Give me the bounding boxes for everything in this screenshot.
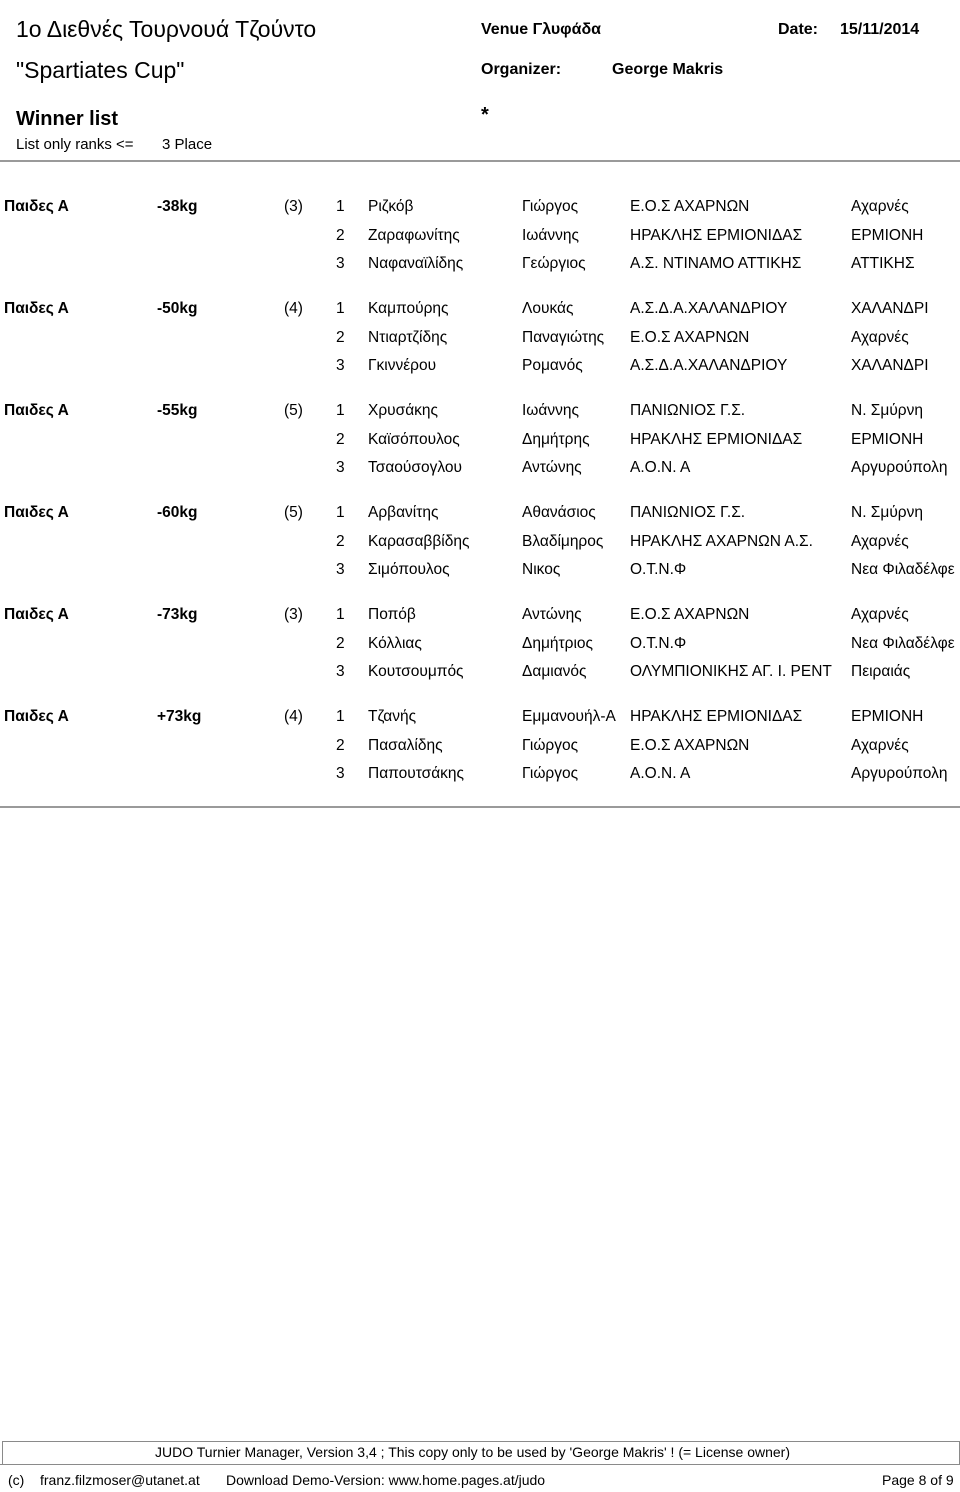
athlete-club: ΠΑΝΙΩΝΙΟΣ Γ.Σ. xyxy=(630,504,746,521)
athlete-surname: Πασαλίδης xyxy=(368,736,443,754)
athlete-city: Αργυρούπολη xyxy=(851,765,948,782)
participant-count: (5) xyxy=(284,504,303,521)
athlete-city: Πειραιάς xyxy=(851,663,911,680)
rank: 1 xyxy=(336,198,345,215)
result-row xyxy=(0,561,960,589)
venue xyxy=(481,21,601,39)
athlete-firstname: Παναγιώτης xyxy=(522,328,605,346)
athlete-surname: Κόλλιας xyxy=(368,634,422,652)
athlete-surname: Ζαραφωνίτης xyxy=(368,226,460,244)
results-divider xyxy=(0,806,960,808)
footer-divider xyxy=(0,1464,960,1465)
athlete-city: Αχαρνές xyxy=(851,328,909,346)
athlete-surname: Ναφαναϊλίδης xyxy=(368,255,464,272)
result-row xyxy=(0,431,960,459)
athlete-club: Ο.Τ.Ν.Φ xyxy=(630,561,687,578)
athlete-city: ΕΡΜΙΟΝΗ xyxy=(851,708,924,725)
header-divider xyxy=(0,160,960,162)
page-indicator xyxy=(882,1472,954,1488)
date-value: 15/11/2014 xyxy=(840,21,920,38)
rank: 2 xyxy=(336,226,345,244)
weight-class: -73kg xyxy=(157,606,198,623)
athlete-city: Αχαρνές xyxy=(851,198,909,215)
category: Παιδες Α xyxy=(4,606,69,623)
winner-list-heading: Winner list xyxy=(16,108,119,130)
athlete-surname: Ντιαρτζίδης xyxy=(368,328,448,346)
athlete-club: ΟΛΥΜΠΙΟΝΙΚΗΣ ΑΓ. Ι. ΡΕΝΤ xyxy=(630,663,832,680)
athlete-city: ΕΡΜΙΟΝΗ xyxy=(851,430,924,448)
athlete-city: Αχαρνές xyxy=(851,606,909,623)
weight-class: -50kg xyxy=(157,300,198,317)
result-row xyxy=(0,300,960,328)
license-text: JUDO Turnier Manager, Version 3,4 ; This copy only to be used by 'George Makris' ! (= License owner) xyxy=(155,1444,790,1460)
result-row xyxy=(0,459,960,487)
rank: 3 xyxy=(336,663,345,680)
rank: 3 xyxy=(336,357,345,374)
athlete-firstname: Βλαδίμηρος xyxy=(522,532,604,550)
athlete-club: Α.Σ.Δ.Α.ΧΑΛΑΝΔΡΙΟΥ xyxy=(630,357,788,374)
page-total: 9 xyxy=(945,1472,954,1488)
athlete-surname: Καϊσόπουλος xyxy=(368,430,460,448)
date-label: Date: xyxy=(778,21,819,38)
athlete-club: Ε.Ο.Σ ΑΧΑΡΝΩΝ xyxy=(630,198,750,215)
athlete-city: Ν. Σμύρνη xyxy=(851,402,923,419)
weight-class: -38kg xyxy=(157,198,198,215)
athlete-surname: Γκιννέρου xyxy=(368,357,437,374)
asterisk: * xyxy=(481,104,489,126)
category: Παιδες Α xyxy=(4,504,69,521)
athlete-surname: Σιμόπουλος xyxy=(368,561,450,578)
rank: 1 xyxy=(336,300,345,317)
athlete-city: ΑΤΤΙΚΗΣ xyxy=(851,255,915,272)
athlete-city: Αχαρνές xyxy=(851,736,909,754)
result-row xyxy=(0,663,960,691)
participant-count: (5) xyxy=(284,402,303,419)
athlete-firstname: Ρομανός xyxy=(522,357,583,374)
rank: 1 xyxy=(336,402,345,419)
category: Παιδες Α xyxy=(4,402,69,419)
athlete-firstname: Λουκάς xyxy=(522,300,574,317)
athlete-club: Α.Ο.Ν. Α xyxy=(630,459,691,476)
athlete-club: Α.Ο.Ν. Α xyxy=(630,765,691,782)
rank: 2 xyxy=(336,532,345,550)
download-link: Download Demo-Version: www.home.pages.at/judo xyxy=(226,1472,546,1488)
rank: 1 xyxy=(336,606,345,623)
athlete-firstname: Γιώργος xyxy=(522,198,579,215)
athlete-club: Ε.Ο.Σ ΑΧΑΡΝΩΝ xyxy=(630,606,750,623)
athlete-firstname: Ιωάννης xyxy=(522,402,579,419)
place-number: 3 xyxy=(162,136,171,153)
athlete-firstname: Ιωάννης xyxy=(522,226,579,244)
athlete-firstname: Αθανάσιος xyxy=(522,504,596,521)
athlete-surname: Καρασαββίδης xyxy=(368,532,470,550)
rank: 3 xyxy=(336,561,345,578)
athlete-firstname: Δημήτριος xyxy=(522,634,593,652)
venue-value: Γλυφάδα xyxy=(532,21,601,38)
result-row xyxy=(0,533,960,561)
athlete-club: Ο.Τ.Ν.Φ xyxy=(630,634,687,652)
result-row xyxy=(0,708,960,736)
athlete-firstname: Αντώνης xyxy=(522,606,582,623)
result-row xyxy=(0,402,960,430)
result-row xyxy=(0,255,960,283)
rank: 3 xyxy=(336,765,345,782)
athlete-surname: Χρυσάκης xyxy=(368,402,438,419)
athlete-club: ΗΡΑΚΛΗΣ ΕΡΜΙΟΝΙΔΑΣ xyxy=(630,226,803,244)
result-row xyxy=(0,765,960,793)
athlete-surname: Αρβανίτης xyxy=(368,504,439,521)
place-filter xyxy=(162,136,212,153)
rank: 2 xyxy=(336,736,345,754)
page-current: 8 xyxy=(918,1472,927,1488)
result-row xyxy=(0,606,960,634)
participant-count: (4) xyxy=(284,708,303,725)
athlete-club: Ε.Ο.Σ ΑΧΑΡΝΩΝ xyxy=(630,736,750,754)
athlete-club: Ε.Ο.Σ ΑΧΑΡΝΩΝ xyxy=(630,328,750,346)
result-row xyxy=(0,329,960,357)
tournament-title: 1ο Διεθνές Τουρνουά Τζούντο xyxy=(16,16,317,42)
rank: 1 xyxy=(336,708,345,725)
athlete-city: ΧΑΛΑΝΔΡΙ xyxy=(851,300,929,317)
organizer-label: Organizer: xyxy=(481,61,562,78)
athlete-firstname: Γιώργος xyxy=(522,765,579,782)
athlete-surname: Τζανής xyxy=(368,708,417,725)
athlete-surname: Τσαούσογλου xyxy=(368,459,462,476)
athlete-surname: Παπουτσάκης xyxy=(368,765,464,782)
result-row xyxy=(0,198,960,226)
participant-count: (4) xyxy=(284,300,303,317)
rank: 2 xyxy=(336,430,345,448)
result-row xyxy=(0,357,960,385)
list-only-label: List only ranks <= xyxy=(16,136,134,153)
venue-label: Venue xyxy=(481,21,529,38)
rank: 3 xyxy=(336,255,345,272)
result-row xyxy=(0,504,960,532)
athlete-surname: Ποπόβ xyxy=(368,606,416,623)
athlete-surname: Κουτσουμπός xyxy=(368,663,464,680)
athlete-surname: Ριζκόβ xyxy=(368,198,414,215)
copyright: (c) xyxy=(8,1472,25,1488)
rank: 1 xyxy=(336,504,345,521)
rank: 2 xyxy=(336,634,345,652)
participant-count: (3) xyxy=(284,606,303,623)
tournament-subtitle: "Spartiates Cup" xyxy=(16,57,185,83)
athlete-city: Αργυρούπολη xyxy=(851,459,948,476)
rank: 2 xyxy=(336,328,345,346)
organizer-value: George Makris xyxy=(612,61,724,78)
athlete-firstname: Νικος xyxy=(522,561,561,578)
athlete-firstname: Εμμανουήλ-Α xyxy=(522,708,616,725)
result-row xyxy=(0,227,960,255)
athlete-club: ΗΡΑΚΛΗΣ ΑΧΑΡΝΩΝ Α.Σ. xyxy=(630,532,813,550)
athlete-surname: Καμπούρης xyxy=(368,300,449,317)
athlete-city: Νεα Φιλαδέλφε xyxy=(851,561,955,578)
athlete-city: Ν. Σμύρνη xyxy=(851,504,923,521)
athlete-club: ΗΡΑΚΛΗΣ ΕΡΜΙΟΝΙΔΑΣ xyxy=(630,708,803,725)
athlete-firstname: Αντώνης xyxy=(522,459,582,476)
page-of: of xyxy=(930,1472,942,1488)
athlete-city: ΧΑΛΑΝΔΡΙ xyxy=(851,357,929,374)
athlete-club: Α.Σ. ΝΤΙΝΑΜΟ ΑΤΤΙΚΗΣ xyxy=(630,255,802,272)
place-label: Place xyxy=(174,136,213,153)
athlete-city: ΕΡΜΙΟΝΗ xyxy=(851,226,924,244)
athlete-club: Α.Σ.Δ.Α.ΧΑΛΑΝΔΡΙΟΥ xyxy=(630,300,788,317)
page-label: Page xyxy=(882,1472,915,1488)
category: Παιδες Α xyxy=(4,198,69,215)
athlete-club: ΠΑΝΙΩΝΙΟΣ Γ.Σ. xyxy=(630,402,746,419)
athlete-firstname: Γιώργος xyxy=(522,736,579,754)
weight-class: -60kg xyxy=(157,504,198,521)
rank: 3 xyxy=(336,459,345,476)
category: Παιδες Α xyxy=(4,708,69,725)
athlete-firstname: Γεώργιος xyxy=(522,255,586,272)
athlete-city: Νεα Φιλαδέλφε xyxy=(851,634,955,652)
result-row xyxy=(0,635,960,663)
athlete-firstname: Δαμιανός xyxy=(522,663,587,680)
participant-count: (3) xyxy=(284,198,303,215)
weight-class: -55kg xyxy=(157,402,198,419)
result-row xyxy=(0,737,960,765)
athlete-city: Αχαρνές xyxy=(851,532,909,550)
weight-class: +73kg xyxy=(157,708,202,725)
category: Παιδες Α xyxy=(4,300,69,317)
author-email: franz.filzmoser@utanet.at xyxy=(40,1472,200,1488)
athlete-club: ΗΡΑΚΛΗΣ ΕΡΜΙΟΝΙΔΑΣ xyxy=(630,430,803,448)
athlete-firstname: Δημήτρης xyxy=(522,430,590,448)
